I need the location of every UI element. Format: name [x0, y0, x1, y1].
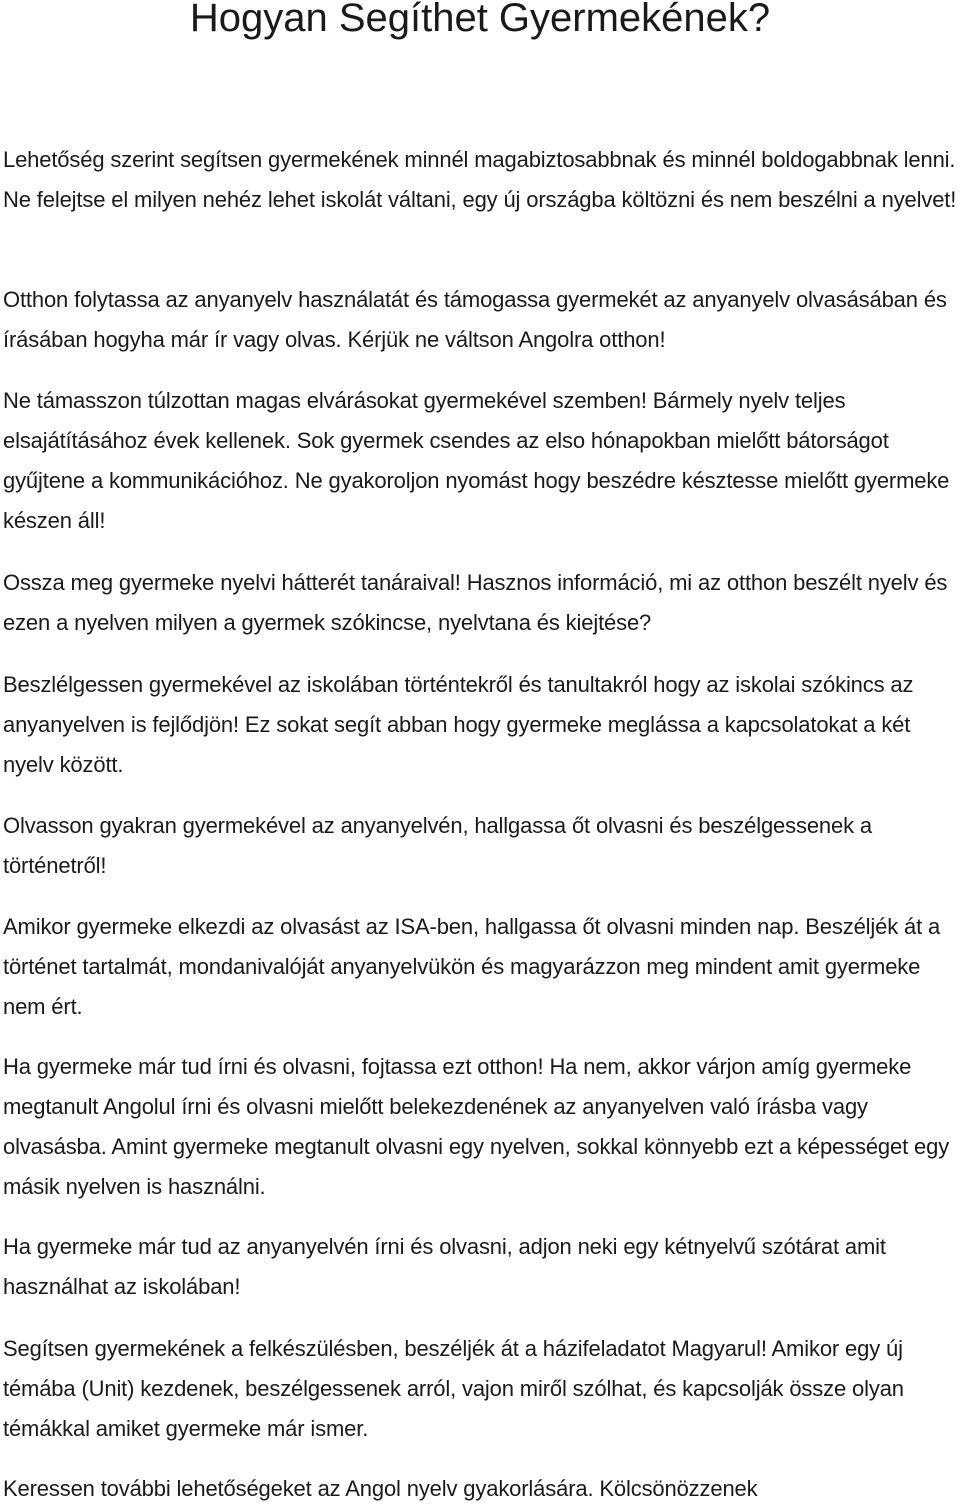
paragraph-writing-reading: Ha gyermeke már tud írni és olvasni, fojtassa ezt otthon! Ha nem, akkor várjon amíg gyermeke megtanult Angolul írni és olvasni mielőtt belekezdenének az anyanyelven való írásba vagy olvasásba. Amint gyermeke megtanult olvasni egy nyelven, sokkal könnyebb ezt a képességet egy másik nyelven is használni.	[3, 1054, 950, 1199]
paragraph-more-opportunities: Keressen további lehetőségeket az Angol nyelv gyakorlására. Kölcsönözzenek	[3, 1476, 758, 1501]
paragraph-expectations: Ne támasszon túlzottan magas elvárásokat gyermekével szemben! Bármely nyelv teljes elsajátításához évek kellenek. Sok gyermek csendes az elso hónapokban mielőtt bátorságot gyűjtene a kommunikációhoz. Ne gyakoroljon nyomást hogy beszédre késztesse mielőtt gyermeke készen áll!	[3, 388, 950, 533]
paragraph-confidence: Lehetőség szerint segítsen gyermekének minnél magabiztosabbnak és minnél boldogabbnak lenni. Ne felejtse el milyen nehéz lehet iskolát váltani, egy új országba költözni és nem beszélni a nyelvet!	[3, 147, 957, 212]
paragraph-bilingual-dictionary: Ha gyermeke már tud az anyanyelvén írni és olvasni, adjon neki egy kétnyelvű szótárat amit használhat az iskolában!	[3, 1234, 886, 1299]
paragraph-share-background: Ossza meg gyermeke nyelvi hátterét tanáraival! Hasznos információ, mi az otthon beszélt nyelv és ezen a nyelven milyen a gyermek szókincse, nyelvtana és kiejtése?	[3, 570, 948, 635]
paragraph-talk-school: Beszlélgessen gyermekével az iskolában történtekről és tanultakról hogy az iskolai szókincs az anyanyelven is fejlődjön! Ez sokat segít abban hogy gyermeke meglássa a kapcsolatokat a két nyelv között.	[3, 672, 914, 777]
paragraph-home-language: Otthon folytassa az anyanyelv használatát és támogassa gyermekét az anyanyelv olvasásában és írásában hogyha már ír vagy olvas. Kérjük ne váltson Angolra otthon!	[3, 287, 947, 352]
paragraph-reading-isa: Amikor gyermeke elkezdi az olvasást az ISA-ben, hallgassa őt olvasni minden nap. Beszéljék át a történet tartalmát, mondanivalóját anyanyelvükön és magyarázzon meg mindent amit gyermeke nem ért.	[3, 914, 941, 1019]
page-title: Hogyan Segíthet Gyermekének?	[189, 0, 771, 40]
paragraph-read-together: Olvasson gyakran gyermekével az anyanyelvén, hallgassa őt olvasni és beszélgessenek a történetről!	[3, 813, 872, 878]
paragraph-homework: Segítsen gyermekének a felkészülésben, beszéljék át a házifeladatot Magyarul! Amikor egy új témába (Unit) kezdenek, beszélgessenek arról, vajon miről szólhat, és kapcsolják össze olyan témákkal amiket gyermeke már ismer.	[3, 1336, 904, 1441]
